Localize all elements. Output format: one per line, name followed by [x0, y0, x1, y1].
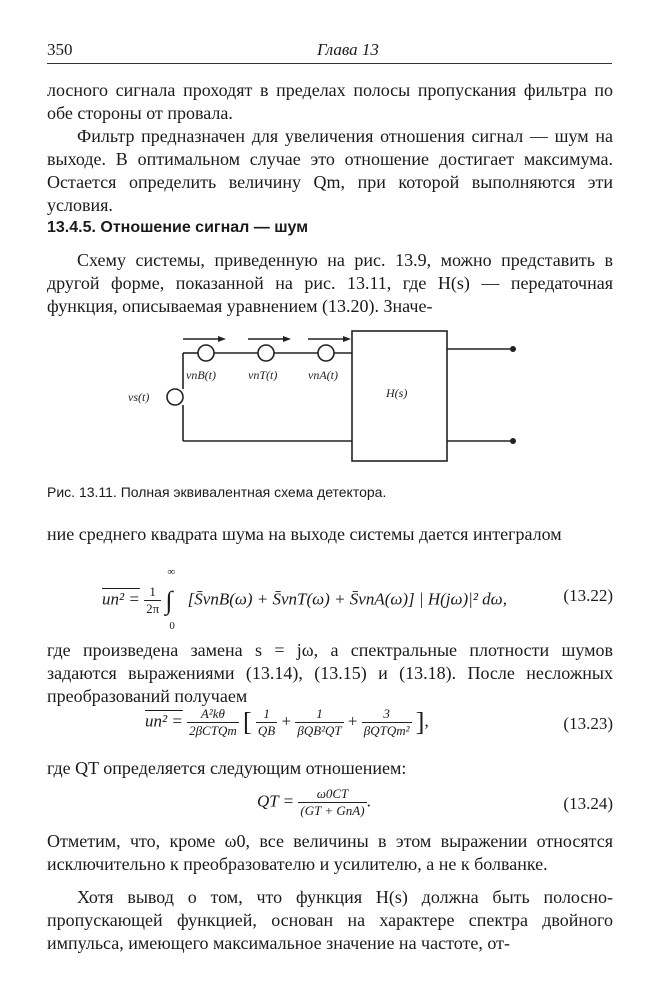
paragraph-3: Схему системы, приведенную на рис. 13.9, можно представить в другой форме, показанной на рис. 13.11, где H(s) — передаточная функция, описываемая уравнением (13.20). Значе-: [47, 250, 613, 316]
paragraph-6: где QT определяется следующим отношением:: [47, 758, 407, 778]
noise-source-b: [198, 345, 214, 361]
paragraph-4: ние среднего квадрата шума на выходе системы дается интегралом: [47, 524, 562, 544]
paragraph-2: Фильтр предназначен для увеличения отношения сигнал — шум на выходе. В оптимальном случае это отношение достигает максимума. Остается определить величину Qm, при которой выполняются эти условия.: [47, 126, 613, 215]
header-rule: [47, 63, 612, 64]
block-label: H(s): [386, 386, 408, 400]
equation-13-22: [47, 565, 613, 632]
eq3-number: (13.24): [563, 794, 613, 813]
output-terminal-bottom: [510, 438, 516, 444]
page-number: 350: [47, 40, 73, 59]
noise-source-t: [258, 345, 274, 361]
chapter-title: Глава 13: [317, 40, 379, 59]
paragraph-8: Хотя вывод о том, что функция H(s) должна быть полосно-пропускающей функцией, основан на характере спектра двойного импульса, имеющего максимальное значение на частоте, от-: [47, 887, 613, 953]
output-terminal-top: [510, 346, 516, 352]
noise-label-a: vnA(t): [308, 368, 338, 382]
equation-13-24: QT = $\frac{\omega 0CT}{\text{(GT + GnA)}}$ . (13.24): [257, 786, 613, 818]
running-header: [47, 40, 612, 64]
section-heading: 13.4.5. Отношение сигнал — шум: [47, 219, 309, 236]
eq2-lhs: un² =: [145, 711, 183, 731]
eq2-fraction-4: $\frac{3}{\text{βQTQm²}}$: [363, 706, 410, 738]
source-label: vs(t): [128, 390, 150, 404]
paragraph-7: Отметим, что, кроме ω0, все величины в этом выражении относятся исключительно к преобразователю и усилителю, а не к болванке.: [47, 831, 613, 874]
equation-13-23: un² = $\frac{\text{A²kθ}}{\text{2βCTQm}}$ [ $\frac{1}{QB}$ + $\frac{1}{\text{βQB²QT}}$ + $\frac{3}{\text{βQTQm²}}$ ], (13.23): [145, 706, 613, 738]
noise-label-b: vnB(t): [186, 368, 216, 382]
eq2-fraction-3: $\frac{1}{\text{βQB²QT}}$: [297, 706, 342, 738]
noise-label-t: vnT(t): [248, 368, 278, 382]
paragraph-1: лосного сигнала проходят в пределах полосы пропускания фильтра по обе стороны от провала.: [47, 80, 613, 123]
eq3-lhs: QT =: [257, 791, 295, 811]
noise-source-a: [318, 345, 334, 361]
arrowhead: [343, 336, 351, 342]
circuit-figure: [120, 325, 530, 470]
figure-caption: Рис. 13.11. Полная эквивалентная схема детектора.: [47, 484, 387, 500]
eq1-integral: ∞ ∫ 0: [165, 565, 176, 632]
eq2-fraction-2: $\frac{1}{QB}$: [257, 706, 276, 738]
eq3-fraction: $\frac{\omega 0CT}{\text{(GT + GnA)}}$: [300, 786, 365, 818]
arrowhead: [218, 336, 226, 342]
arrowhead: [283, 336, 291, 342]
eq1-fraction: $\frac{1}{2\pi}$: [146, 584, 160, 616]
eq1-number: (13.22): [563, 586, 613, 605]
signal-source: [167, 389, 183, 405]
eq1-body: [S̄vnB(ω) + S̄vnT(ω) + S̄vnA(ω)] | H(jω)|² dω,: [187, 589, 507, 609]
eq1-lhs: un² =: [102, 589, 140, 609]
eq2-number: (13.23): [563, 714, 613, 733]
paragraph-5: где произведена замена s = jω, а спектральные плотности шумов задаются выражениями (13.14), (13.15) и (13.18). После несложных преобразований получаем: [47, 640, 613, 706]
eq2-fraction-1: $\frac{\text{A²kθ}}{\text{2βCTQm}}$: [189, 706, 237, 738]
